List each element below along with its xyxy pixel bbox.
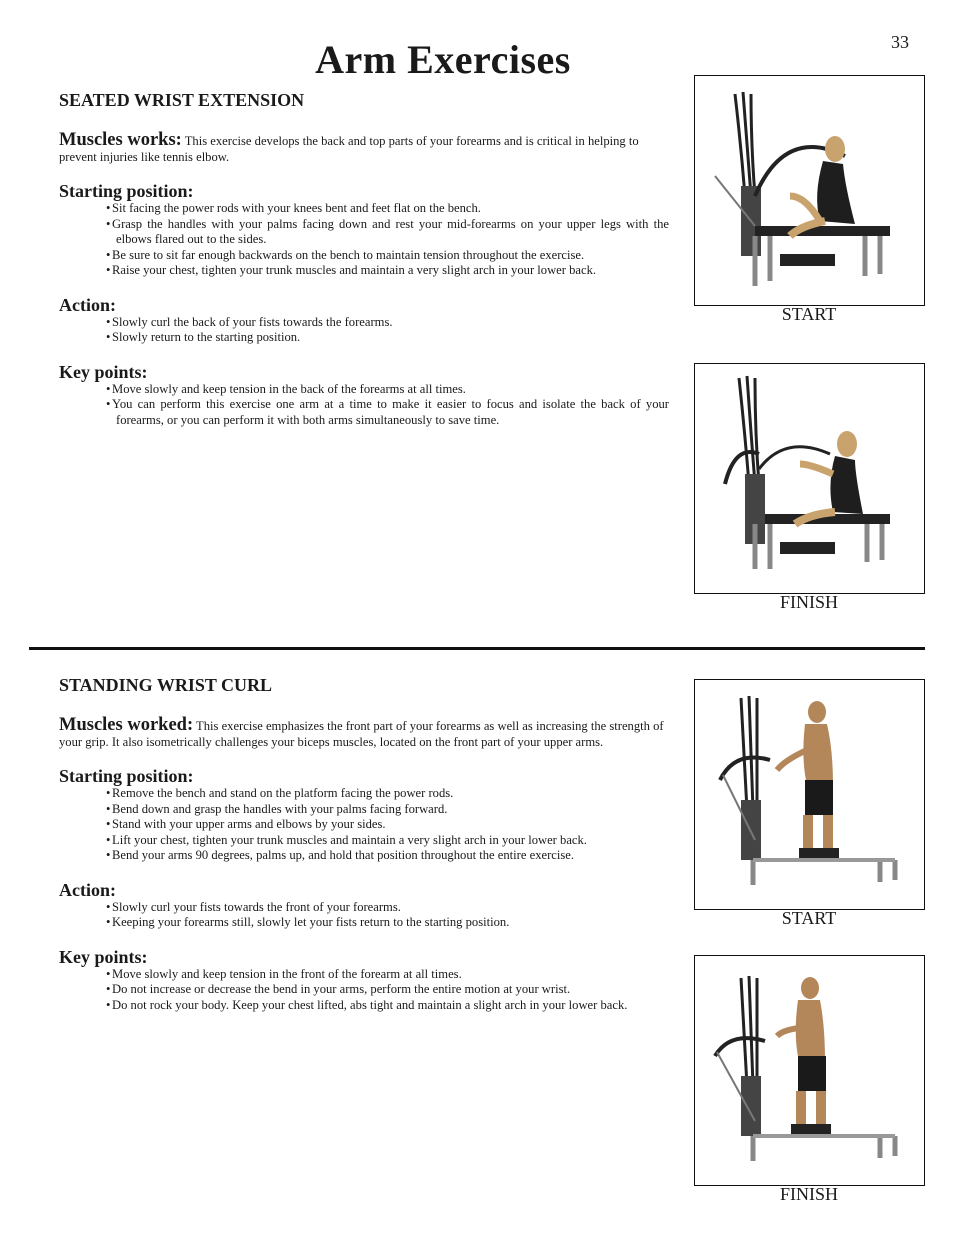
page-title: Arm Exercises <box>315 37 571 82</box>
standing-machine-illustration <box>695 680 924 909</box>
seated-machine-illustration <box>695 364 924 593</box>
action-heading: Action: <box>59 879 116 900</box>
list-item: • Be sure to sit far enough backwards on the bench to maintain tension throughout the exercise. <box>106 247 585 262</box>
list-item: • Do not increase or decrease the bend in your arms, perform the entire motion at your wrist. <box>106 982 571 996</box>
list-item: • Sit facing the power rods with your knees bent and feet flat on the bench. <box>106 201 481 215</box>
muscles-text: This exercise emphasizes the front part of your forearms as well as increasing the strength of your grip. It also isometrically challenges your biceps muscles, located on the front part of your upper arms. <box>59 719 664 749</box>
exercise-photo-finish <box>694 955 925 1186</box>
list-item: • You can perform this exercise one arm at a time to make it easier to focus and isolate the back of your forearms, or you can perform it with both arms simultaneously to save time. <box>106 397 669 427</box>
photo-caption-finish: FINISH <box>779 592 838 612</box>
exercise-title: STANDING WRIST CURL <box>59 675 273 695</box>
list-item: • Bend your arms 90 degrees, palms up, and hold that position throughout the entire exercise. <box>106 848 575 862</box>
action-list <box>59 900 669 931</box>
list-item: • Slowly curl your fists towards the front of your forearms. <box>106 899 401 914</box>
photo-caption-start: START <box>781 908 837 928</box>
muscles-text: This exercise develops the back and top parts of your forearms and is critical in helping to prevent injuries like tennis elbow. <box>59 134 639 164</box>
exercise-title: SEATED WRIST EXTENSION <box>59 90 305 110</box>
list-item: • Move slowly and keep tension in the back of the forearms at all times. <box>106 381 466 396</box>
action-heading: Action: <box>59 294 116 315</box>
photo-caption-start: START <box>781 304 837 324</box>
list-item: • Bend down and grasp the handles with your palms facing forward. <box>106 801 448 816</box>
exercise-photo-finish <box>694 363 925 594</box>
exercise-photo-start <box>694 679 925 910</box>
muscles-label: Muscles worked: <box>59 715 194 735</box>
list-item: • Move slowly and keep tension in the front of the forearm at all times. <box>106 966 462 981</box>
list-item: • Do not rock your body. Keep your chest lifted, abs tight and maintain a slight arch in your lower back. <box>106 997 628 1012</box>
starting-position-heading: Starting position: <box>59 766 194 786</box>
muscles-worked <box>59 130 669 165</box>
exercise-photo-start <box>694 75 925 306</box>
list-item: • Remove the bench and stand on the platform facing the power rods. <box>106 786 454 800</box>
key-points-list <box>59 967 669 1014</box>
muscles-worked <box>59 715 669 750</box>
exercise-section-seated-wrist-extension <box>59 90 669 428</box>
list-item: • Raise your chest, tighten your trunk muscles and maintain a very slight arch in your lower back. <box>106 263 597 277</box>
key-points-list <box>59 382 669 429</box>
starting-position-list <box>59 786 669 864</box>
key-points-heading: Key points: <box>59 361 148 382</box>
starting-position-heading: Starting position: <box>59 181 194 201</box>
muscles-label: Muscles works: <box>59 130 182 150</box>
list-item: • Slowly curl the back of your fists towards the forearms. <box>106 314 393 329</box>
list-item: • Grasp the handles with your palms facing down and rest your mid-forearms on your upper legs with the elbows flared out to the sides. <box>106 216 669 246</box>
exercise-section-standing-wrist-curl <box>59 675 669 1013</box>
list-item: • Keeping your forearms still, slowly let your fists return to the starting position. <box>106 915 510 929</box>
list-item: • Stand with your upper arms and elbows by your sides. <box>106 817 386 831</box>
list-item: • Slowly return to the starting position. <box>106 330 301 344</box>
starting-position-list <box>59 201 669 279</box>
seated-machine-illustration <box>695 76 924 305</box>
list-item: • Lift your chest, tighten your trunk muscles and maintain a very slight arch in your lower back. <box>106 832 587 847</box>
standing-machine-illustration <box>695 956 924 1185</box>
section-divider <box>29 647 925 650</box>
key-points-heading: Key points: <box>59 946 148 967</box>
page-number: 33 <box>891 32 909 52</box>
action-list <box>59 315 669 346</box>
photo-caption-finish: FINISH <box>779 1184 838 1204</box>
